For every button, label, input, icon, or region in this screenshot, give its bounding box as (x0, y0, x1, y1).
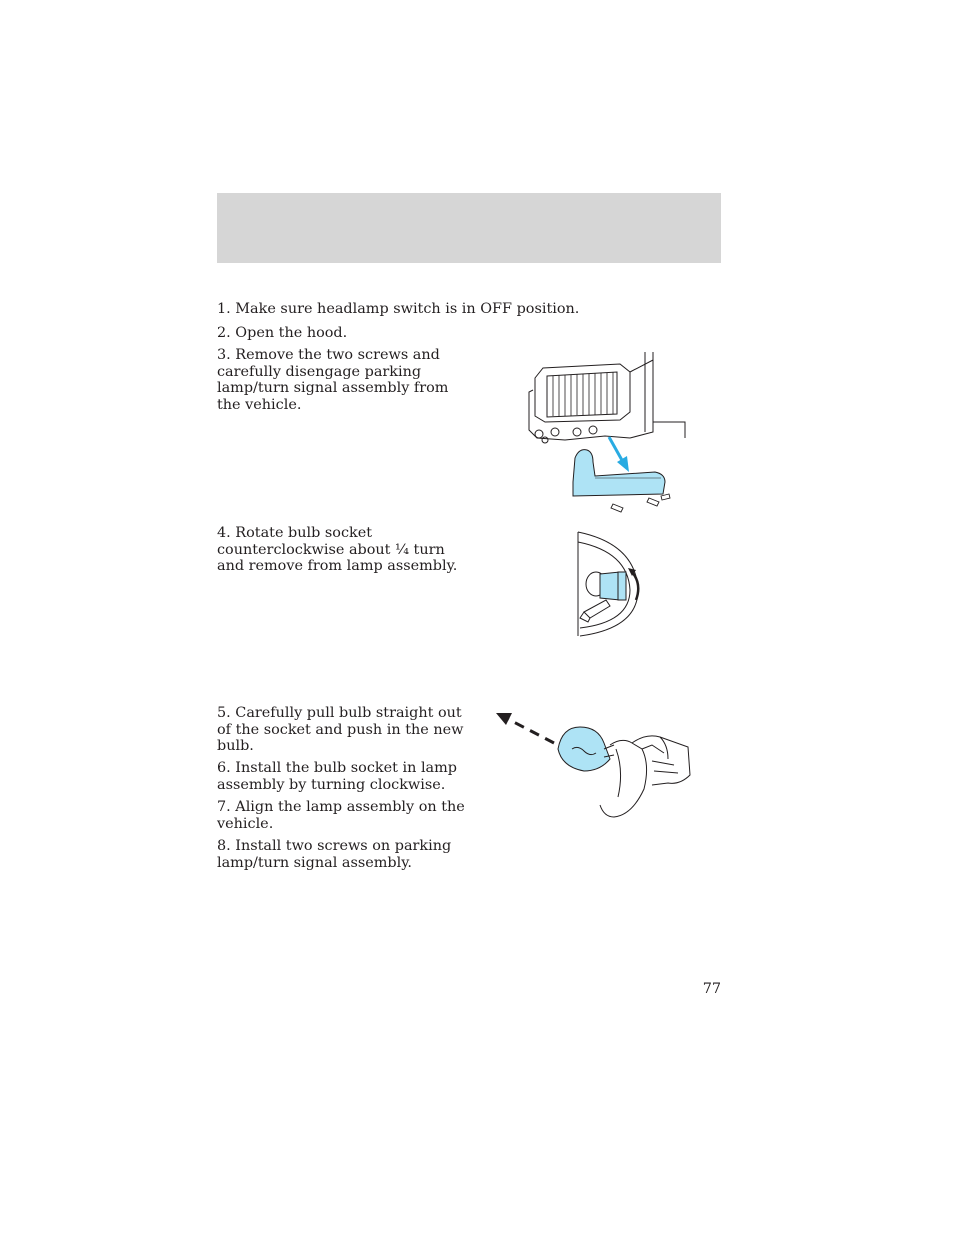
step-7: 7. Align the lamp assembly on the vehicle. (217, 799, 465, 832)
bulb-socket-rotation-illustration (570, 528, 650, 643)
step-1: 1. Make sure headlamp switch is in OFF position. (217, 301, 580, 317)
parking-lamp-removal-illustration (525, 350, 695, 520)
step-3: 3. Remove the two screws and carefully disengage parking lamp/turn signal assembly from the vehicle. (217, 347, 449, 413)
step-2: 2. Open the hood. (217, 325, 348, 341)
step-4: 4. Rotate bulb socket counterclockwise about ¹⁄₄ turn and remove from lamp assembly. (217, 525, 458, 575)
section-header-band (217, 193, 721, 263)
step-8: 8. Install two screws on parking lamp/turn signal assembly. (217, 838, 452, 871)
page-number: 77 (702, 981, 721, 997)
step-6: 6. Install the bulb socket in lamp assembly by turning clockwise. (217, 760, 457, 793)
step-5: 5. Carefully pull bulb straight out of the socket and push in the new bulb. (217, 705, 464, 755)
bulb-replacement-illustration (492, 705, 697, 825)
